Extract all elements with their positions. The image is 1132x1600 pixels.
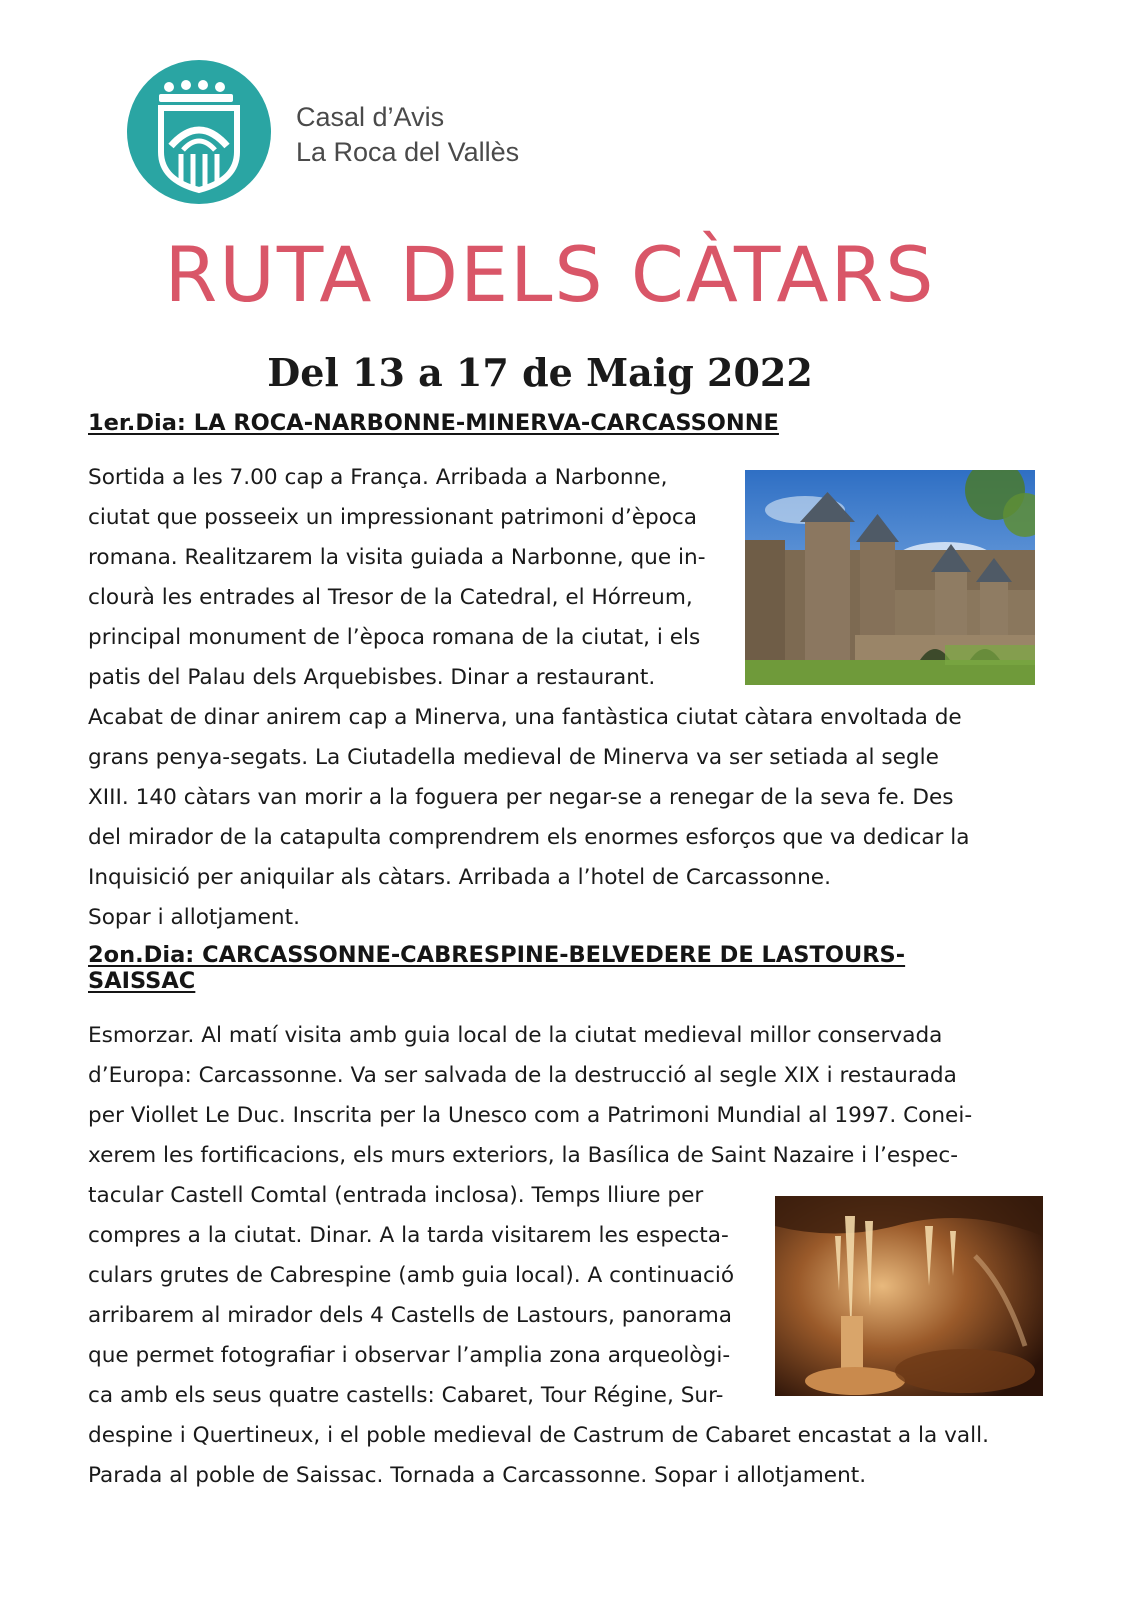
day2-heading-line-2: SAISSAC: [88, 968, 196, 994]
text-line: Parada al poble de Saissac. Tornada a Carcassonne. Sopar i allotjament.: [88, 1463, 867, 1488]
day1-heading: 1er.Dia: LA ROCA-NARBONNE-MINERVA-CARCASSONNE: [88, 410, 779, 436]
org-line-2: La Roca del Vallès: [296, 137, 520, 167]
text-line: Acabat de dinar anirem cap a Minerva, una fantàstica ciutat càtara envoltada de: [88, 705, 962, 730]
text-line: Esmorzar. Al matí visita amb guia local de la ciutat medieval millor conservada: [88, 1023, 943, 1048]
text-line: grans penya-segats. La Ciutadella medieval de Minerva va ser setiada al segle: [88, 745, 939, 770]
text-line: ciutat que posseeix un impressionant patrimoni d’època: [88, 505, 698, 530]
text-line: del mirador de la catapulta comprendrem els enormes esforços que va dedicar la: [88, 825, 970, 850]
day2-heading: [88, 942, 905, 994]
text-line: Sopar i allotjament.: [88, 905, 300, 930]
organization-name: [296, 100, 519, 170]
cave-photo-icon: [775, 1196, 1043, 1396]
org-line-1: Casal d’Avis: [296, 102, 445, 132]
text-line: despine i Quertineux, i el poble medieval de Castrum de Cabaret encastat a la vall.: [88, 1423, 989, 1448]
coat-of-arms-icon: [125, 58, 273, 206]
text-line: culars grutes de Cabrespine (amb guia local). A continuació: [88, 1263, 735, 1288]
text-line: tacular Castell Comtal (entrada inclosa). Temps lliure per: [88, 1183, 704, 1208]
text-line: per Viollet Le Duc. Inscrita per la Unesco com a Patrimoni Mundial al 1997. Conei-: [88, 1103, 973, 1128]
text-line: ca amb els seus quatre castells: Cabaret, Tour Régine, Sur-: [88, 1383, 724, 1408]
text-line: Sortida a les 7.00 cap a França. Arribada a Narbonne,: [88, 465, 668, 490]
text-line: patis del Palau dels Arquebisbes. Dinar a restaurant.: [88, 665, 656, 690]
text-line: clourà les entrades al Tresor de la Catedral, el Hórreum,: [88, 585, 693, 610]
date-subtitle: Del 13 a 17 de Maig 2022: [267, 350, 813, 395]
castle-photo-icon: [745, 470, 1035, 685]
page-title: RUTA DELS CÀTARS: [164, 230, 936, 319]
text-line: compres a la ciutat. Dinar. A la tarda visitarem les especta-: [88, 1223, 729, 1248]
text-line: romana. Realitzarem la visita guiada a Narbonne, que in-: [88, 545, 706, 570]
text-line: Inquisició per aniquilar als càtars. Arribada a l’hotel de Carcassonne.: [88, 865, 831, 890]
text-line: arribarem al mirador dels 4 Castells de Lastours, panorama: [88, 1303, 732, 1328]
text-line: XIII. 140 càtars van morir a la foguera per negar-se a renegar de la seva fe. Des: [88, 785, 954, 810]
text-line: xerem les fortificacions, els murs exteriors, la Basílica de Saint Nazaire i l’espec-: [88, 1143, 959, 1168]
text-line: principal monument de l’època romana de la ciutat, i els: [88, 625, 701, 650]
day2-heading-line-1: 2on.Dia: CARCASSONNE-CABRESPINE-BELVEDERE DE LASTOURS-: [88, 942, 906, 968]
text-line: que permet fotografiar i observar l’amplia zona arqueològi-: [88, 1343, 731, 1368]
text-line: d’Europa: Carcassonne. Va ser salvada de la destrucció al segle XIX i restaurada: [88, 1063, 957, 1088]
